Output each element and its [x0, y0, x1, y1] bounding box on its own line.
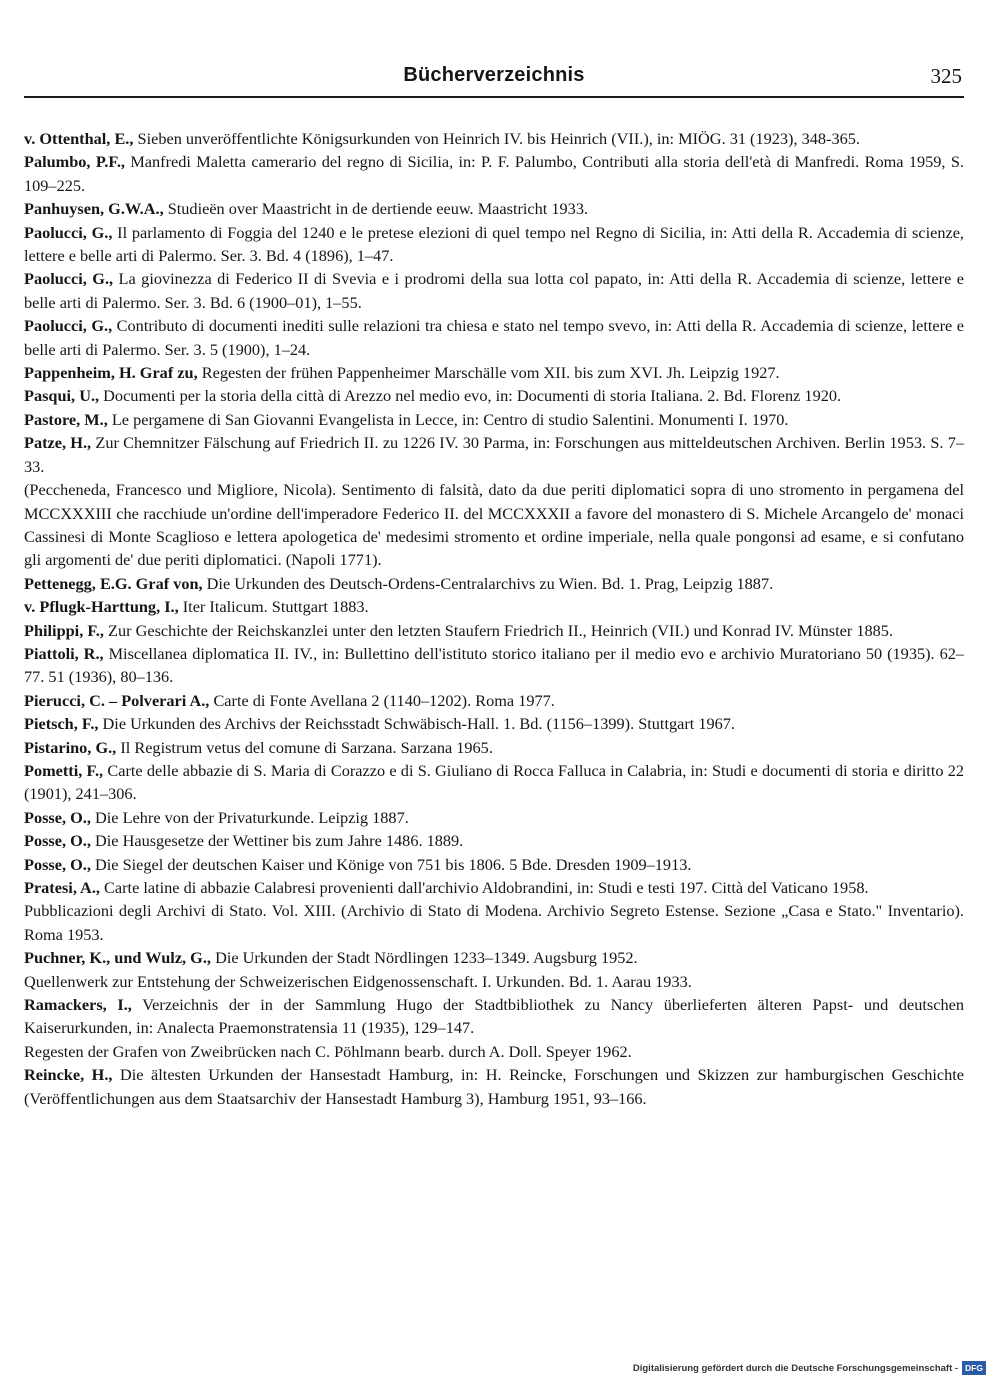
bibliography-list [24, 127, 964, 1110]
entry-text: Zur Geschichte der Reichskanzlei unter den letzten Staufern Friedrich II., Heinrich (VII.) und Konrad IV. Münster 1885. [103, 620, 894, 640]
footer-credit-text: Digitalisierung gefördert durch die Deutsche Forschungsgemeinschaft - [632, 1362, 959, 1374]
bibliography-entry [24, 197, 964, 220]
entry-text: Verzeichnis der in der Sammlung Hugo der Stadtbibliothek zu Nancy überlieferten älteren Papst- und deutschen Kaiserurkunden, in: Analecta Praemonstratensia 11 (1935), 129–147. [24, 995, 965, 1038]
entry-author: Paolucci, G., [24, 222, 113, 242]
entry-author: v. Pflugk-Harttung, I., [24, 597, 179, 617]
entry-text: Le pergamene di San Giovanni Evangelista in Lecce, in: Centro di studio Salentini. Monumenti I. 1970. [107, 409, 789, 429]
entry-author: Pometti, F., [24, 760, 104, 780]
bibliography-entry [24, 712, 964, 735]
page-header [24, 62, 964, 98]
entry-text: Regesten der Grafen von Zweibrücken nach C. Pöhlmann bearb. durch A. Doll. Speyer 1962. [24, 1041, 632, 1061]
bibliography-entry [24, 970, 964, 993]
entry-text: Regesten der frühen Pappenheimer Marschälle vom XII. bis zum XVI. Jh. Leipzig 1927. [197, 363, 780, 383]
bibliography-entry [24, 221, 964, 268]
bibliography-entry [24, 150, 964, 197]
entry-author: Pastore, M., [24, 409, 108, 429]
bibliography-entry [24, 431, 964, 478]
entry-author: Patze, H., [24, 433, 92, 453]
bibliography-entry [24, 384, 964, 407]
entry-author: Paolucci, G., [24, 269, 114, 289]
entry-text: Die Urkunden des Archivs der Reichsstadt Schwäbisch-Hall. 1. Bd. (1156–1399). Stuttgart 1967. [98, 714, 735, 734]
bibliography-entry [24, 689, 964, 712]
entry-author: Pasqui, U., [24, 386, 100, 406]
entry-author: Palumbo, P.F., [24, 152, 125, 172]
entry-text: Miscellanea diplomatica II. IV., in: Bullettino dell'istituto storico italiano per il medio evo e archivio Muratoriano 50 (1935). 62–77. 51 (1936), 80–136. [24, 643, 964, 687]
entry-author: Ramackers, I., [24, 995, 132, 1015]
entry-author: Pappenheim, H. Graf zu, [24, 363, 198, 383]
entry-text: Contributo di documenti inediti sulle relazioni tra chiesa e stato nel tempo svevo, in: Atti della R. Accademia di scienze, lettere e belle arti di Palermo. Ser. 3. 5 (1900), 1–24. [24, 316, 964, 359]
bibliography-entry [24, 853, 964, 876]
entry-author: Piattoli, R., [24, 643, 104, 663]
entry-text: Studieën over Maastricht in de dertiende eeuw. Maastricht 1933. [163, 199, 589, 219]
entry-author: Panhuysen, G.W.A., [24, 199, 164, 219]
bibliography-entry [24, 361, 964, 384]
entry-text: Die ältesten Urkunden der Hansestadt Hamburg, in: H. Reincke, Forschungen und Skizzen zur hamburgischen Geschichte (Veröffentlichungen aus dem Staatsarchiv der Hansestadt Hamburg 3), Hamburg 1951, 93–166. [24, 1065, 965, 1108]
entry-author: Posse, O., [24, 854, 91, 874]
entry-author: Paolucci, G., [24, 316, 113, 336]
entry-text: Manfredi Maletta camerario del regno di Sicilia, in: P. F. Palumbo, Contributi alla storia dell'età di Manfredi. Roma 1959, S. 109–225. [24, 152, 964, 195]
bibliography-entry [24, 829, 964, 852]
bibliography-entry [24, 1063, 964, 1110]
bibliography-entry [24, 642, 964, 689]
bibliography-entry [24, 478, 964, 572]
entry-author: Pietsch, F., [24, 714, 99, 734]
bibliography-entry [24, 408, 964, 431]
bibliography-entry [24, 876, 964, 899]
entry-text: Die Urkunden der Stadt Nördlingen 1233–1349. Augsburg 1952. [211, 948, 638, 968]
dfg-logo-icon: DFG [962, 1361, 986, 1375]
entry-author: Reincke, H., [24, 1065, 113, 1085]
entry-text: (Peccheneda, Francesco und Migliore, Nicola). Sentimento di falsità, dato da due periti diplomatici sopra di uno stromento in pergamena del MCCXXXIII che racchiude un'ordine dell'imperadore Federico II. del MCCXXXII a favore del monastero di S. Michele Arcangelo de' monaci Cassinesi di Monte Scaglioso e lettera apologetica de' medesimi stromento et ordine imperiale, nella quale pongonsi ad esame, e si confutano gli argomenti de' due periti diplomatici. (Napoli 1771). [24, 480, 964, 570]
entry-text: Die Siegel der deutschen Kaiser und Könige von 751 bis 1806. 5 Bde. Dresden 1909–1913. [90, 854, 692, 874]
entry-author: Posse, O., [24, 831, 91, 851]
entry-text: Die Lehre von der Privaturkunde. Leipzig 1887. [90, 807, 409, 827]
entry-text: Carte di Fonte Avellana 2 (1140–1202). Roma 1977. [209, 690, 555, 710]
entry-author: Philippi, F., [24, 620, 104, 640]
entry-text: Pubblicazioni degli Archivi di Stato. Vol. XIII. (Archivio di Stato di Modena. Archivio Segreto Estense. Sezione „Casa e Stato." Inventario). Roma 1953. [24, 901, 964, 944]
entry-author: Pierucci, C. – Polverari A., [24, 690, 210, 710]
bibliography-entry [24, 759, 964, 806]
bibliography-entry [24, 1040, 964, 1063]
bibliography-entry [24, 267, 964, 314]
page-number: 325 [930, 64, 962, 88]
entry-author: Pratesi, A., [24, 878, 100, 897]
entry-text: Iter Italicum. Stuttgart 1883. [178, 597, 369, 617]
bibliography-entry [24, 595, 964, 618]
entry-text: Quellenwerk zur Entstehung der Schweizerischen Eidgenossenschaft. I. Urkunden. Bd. 1. Aarau 1933. [24, 971, 692, 991]
entry-text: Sieben unveröffentlichte Königsurkunden von Heinrich IV. bis Heinrich (VII.), in: MIÖG. 31 (1923), 348-365. [133, 129, 860, 148]
entry-author: Pistarino, G., [24, 737, 117, 757]
footer-credit [633, 1360, 986, 1376]
entry-author: v. Ottenthal, E., [24, 129, 134, 148]
bibliography-entry [24, 736, 964, 759]
entry-text: Zur Chemnitzer Fälschung auf Friedrich II. zu 1226 IV. 30 Parma, in: Forschungen aus mitteldeutschen Archiven. Berlin 1953. S. 7–33. [24, 433, 965, 476]
entry-text: Die Hausgesetze der Wettiner bis zum Jahre 1486. 1889. [90, 831, 464, 851]
bibliography-entry [24, 314, 964, 361]
entry-text: Il parlamento di Foggia del 1240 e le pretese elezioni di quel tempo nel Regno di Sicilia, in: Atti della R. Accademia di scienze, lettere e belle arti di Palermo. Ser. 3. Bd. 4 (1896), 1–47. [24, 222, 964, 266]
entry-text: Documenti per la storia della città di Arezzo nel medio evo, in: Documenti di storia Italiana. 2. Bd. Florenz 1920. [99, 386, 842, 406]
bibliography-entry [24, 993, 964, 1040]
bibliography-entry [24, 127, 964, 150]
page-title: Bücherverzeichnis [403, 64, 585, 86]
bibliography-entry [24, 572, 964, 595]
bibliography-entry [24, 899, 964, 946]
entry-author: Pettenegg, E.G. Graf von, [24, 573, 203, 593]
entry-author: Posse, O., [24, 807, 91, 827]
entry-text: Carte latine di abbazie Calabresi provenienti dall'archivio Aldobrandini, in: Studi e testi 197. Città del Vaticano 1958. [99, 878, 869, 897]
entry-text: Carte delle abbazie di S. Maria di Corazzo e di S. Giuliano di Rocca Falluca in Calabria, in: Studi e documenti di storia e diritto 22 (1901), 241–306. [24, 760, 964, 804]
entry-text: Die Urkunden des Deutsch-Ordens-Centralarchivs zu Wien. Bd. 1. Prag, Leipzig 1887. [202, 573, 774, 593]
entry-text: Il Registrum vetus del comune di Sarzana. Sarzana 1965. [116, 737, 493, 757]
bibliography-entry [24, 806, 964, 829]
entry-author: Puchner, K., und Wulz, G., [24, 948, 211, 968]
bibliography-entry [24, 619, 964, 642]
bibliography-entry [24, 946, 964, 969]
entry-text: La giovinezza di Federico II di Svevia e i prodromi della sua lotta col papato, in: Atti della R. Accademia di scienze, lettere e belle arti di Palermo. Ser. 3. Bd. 6 (1900–01), 1–55. [24, 269, 964, 312]
